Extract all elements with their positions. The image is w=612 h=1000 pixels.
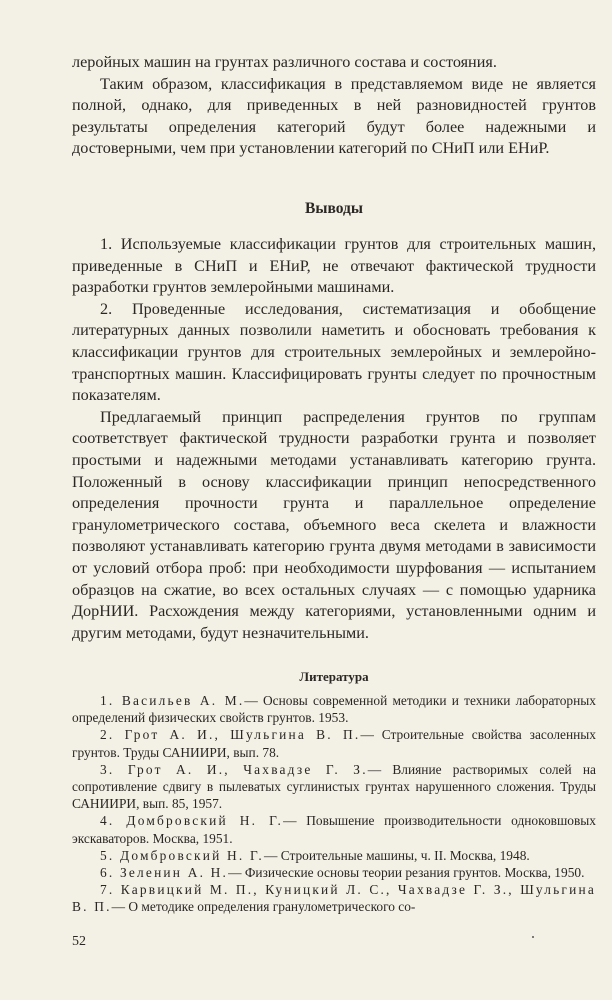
reference-author: 7. Карвицкий М. П., Куницкий Л. С., Чахвадзе Г. З., Шульгина В. П.: [72, 882, 596, 915]
reference-text: — Строительные свойства засоленных грунтов. Труды САНИИРИ, вып. 78.: [72, 727, 596, 760]
ink-speck: [532, 936, 534, 938]
reference-author: 5. Домбровский Н. Г.: [100, 847, 264, 863]
reference-author: 1. Васильев А. М.: [100, 693, 245, 708]
conclusion-item-3: Предлагаемый принцип распределения грунтов по группам соответствует фактической трудности разработки грунта и позволяет простыми и надежными методами устанавливать категорию грунта. Положенный в основу классификации принцип непосредственного определения прочности грунта и параллельное определение гранулометрического состава, объемного веса скелета и влажности позволяют устанавливать категорию грунта двумя методами в зависимости от условий отбора проб: при необходимости шурфования — испытанием образцов на сжатие, во всех остальных случаях — с помощью ударника ДорНИИ. Расхождения между категориями, установленными одним и другим методами, будут незначительными.: [72, 407, 596, 642]
conclusion-item-2: 2. Проведенные исследования, систематизация и обобщение литературных данных позволили наметить и обосновать требования к классификации грунтов для строительных землеройных и землеройно-транспортных машин. Классифицировать грунты следует по прочностным показателям.: [72, 299, 596, 405]
conclusions-text-block: [72, 234, 596, 644]
summary-paragraph: Таким образом, классификация в представляемом виде не является полной, однако, для приведенных в ней разновидностей грунтов результаты определения категорий будут более надежными и достоверными, чем при установлении категорий по СНиП или ЕНиР.: [72, 74, 596, 158]
reference-item: [72, 847, 596, 864]
reference-item: [72, 812, 596, 846]
reference-text: — Физические основы теории резания грунтов. Москва, 1950.: [228, 865, 585, 881]
reference-author: 3. Грот А. И., Чахвадзе Г. З.: [100, 761, 368, 777]
literature-heading: Литература: [299, 669, 369, 684]
conclusion-item-1: 1. Используемые классификации грунтов для строительных машин, приведенные в СНиП и ЕНиР, не отвечают фактической трудности разработки грунтов землеройными машинами.: [72, 235, 596, 297]
conclusions-heading: Выводы: [305, 200, 363, 217]
reference-item: [72, 881, 596, 915]
reference-author: 2. Грот А. И., Шульгина В. П.: [100, 727, 361, 743]
reference-text: — Основы современной методики и техники лабораторных определений физических свойств грунтов. 1953.: [72, 693, 596, 726]
document-page: [72, 0, 596, 1000]
reference-item: [72, 726, 596, 760]
top-text-block: [72, 52, 596, 160]
reference-text: — Влияние растворимых солей на сопротивление сдвигу в пылеватых суглинистых грунтах нарушенного сложения. Труды САНИИРИ, вып. 85, 1957.: [72, 761, 596, 812]
page-number: 52: [72, 934, 86, 949]
reference-item: [72, 692, 596, 726]
reference-text: — Строительные машины, ч. II. Москва, 1948.: [263, 847, 530, 863]
reference-author: 4. Домбровский Н. Г.: [100, 813, 284, 829]
continued-paragraph: леройных машин на грунтах различного состава и состояния.: [72, 53, 497, 71]
reference-item: [72, 761, 596, 813]
reference-author: 6. Зеленин А. Н.: [100, 865, 229, 881]
reference-text: — О методике определения гранулометрического со-: [111, 899, 416, 915]
reference-text: — Повышение производительности одноковшовых экскаваторов. Москва, 1951.: [72, 813, 596, 846]
reference-item: [72, 864, 596, 881]
literature-list: [72, 692, 596, 916]
